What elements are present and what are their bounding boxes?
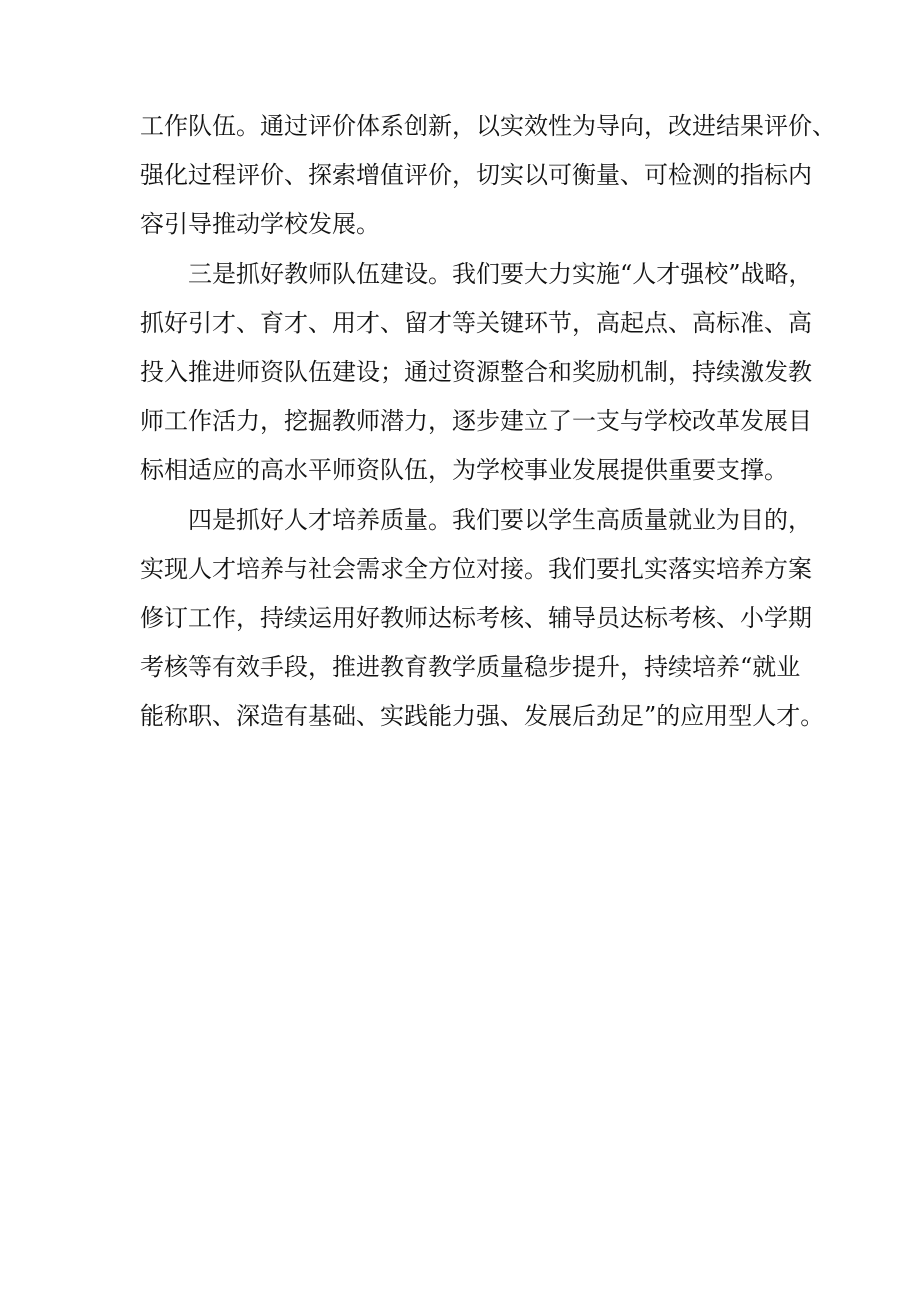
paragraph-line: 强化过程评价、探索增值评价，切实以可衡量、可检测的指标内 [140,161,812,190]
paragraph-line: 实现人才培养与社会需求全方位对接。我们要扎实落实培养方案 [140,554,812,583]
paragraph-1 [140,102,836,250]
paragraph-line: 工作队伍。通过评价体系创新，以实效性为导向，改进结果评价、 [140,112,836,140]
paragraph-line: 四是抓好人才培养质量。我们要以学生高质量就业为目的， [188,505,812,534]
paragraph-line: 能称职、深造有基础、实践能力强、发展后劲足”的应用型人才。 [140,702,825,731]
paragraph-line: 抓好引才、育才、用才、留才等关键环节，高起点、高标准、高 [140,308,812,337]
paragraph-2 [140,250,813,496]
paragraph-line: 师工作活力，挖掘教师潜力，逐步建立了一支与学校改革发展目 [140,407,812,436]
document-body [140,102,836,741]
paragraph-line: 标相适应的高水平师资队伍，为学校事业发展提供重要支撑。 [140,456,788,485]
paragraph-line: 投入推进师资队伍建设；通过资源整合和奖励机制，持续激发教 [140,357,812,386]
paragraph-line: 修订工作，持续运用好教师达标考核、辅导员达标考核、小学期 [140,603,812,632]
paragraph-3 [140,496,825,742]
paragraph-line: 容引导推动学校发展。 [140,210,380,239]
paragraph-line: 三是抓好教师队伍建设。我们要大力实施“人才强校”战略， [188,259,813,288]
paragraph-line: 考核等有效手段，推进教育教学质量稳步提升，持续培养“就业 [140,653,801,682]
